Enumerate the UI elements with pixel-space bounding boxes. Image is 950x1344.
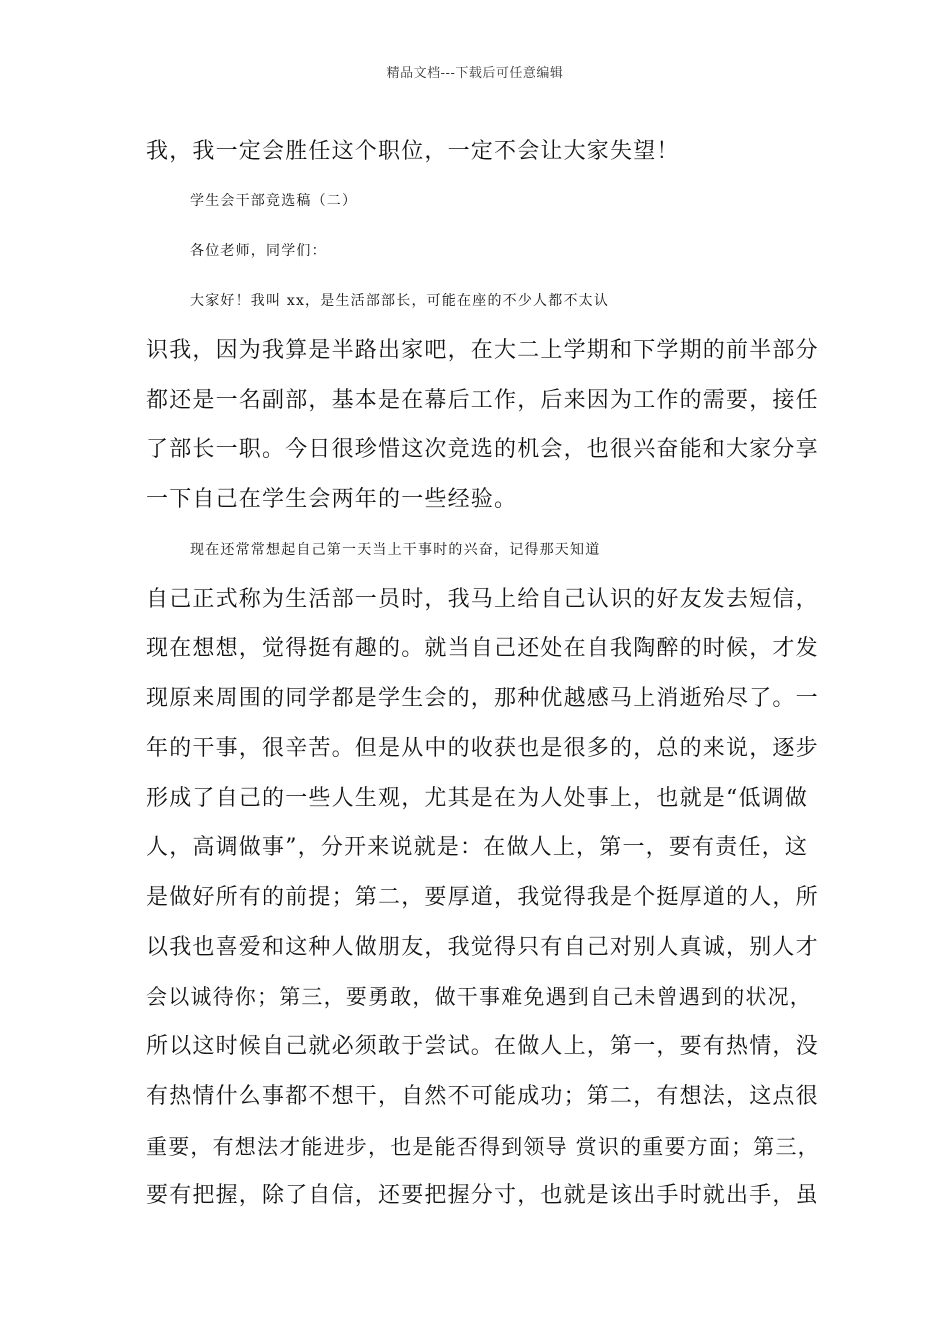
text-line: 形成了自己的一些人生观，尤其是在为人处事上，也就是“低调做 xyxy=(146,786,809,811)
text-line: 是做好所有的前提；第二，要厚道，我觉得我是个挺厚道的人，所 xyxy=(146,885,819,910)
text-line: 现在想想，觉得挺有趣的。就当自己还处在自我陶醉的时候，才发 xyxy=(146,636,819,661)
text-line: 所以这时候自己就必须敢于尝试。在做人上，第一，要有热情，没 xyxy=(146,1034,819,1059)
text-line: 有热情什么事都不想干，自然不可能成功；第二，有想法，这点很 xyxy=(146,1084,819,1109)
text-line: 大家好！我叫 xx，是生活部部长，可能在座的不少人都不太认 xyxy=(190,293,610,309)
salutation: 各位老师，同学们： xyxy=(190,243,327,259)
text-line: 年的干事，很辛苦。但是从中的收获也是很多的，总的来说，逐步 xyxy=(146,736,819,761)
page-header: 精品文档---下载后可任意编辑 xyxy=(386,66,564,81)
text-line: 我，我一定会胜任这个职位，一定不会让大家失望！ xyxy=(146,139,680,164)
text-line: 以我也喜爱和这种人做朋友，我觉得只有自己对别人真诚，别人才 xyxy=(146,935,819,960)
text-line: 重要，有想法才能进步，也是能否得到领导 赏识的重要方面；第三， xyxy=(146,1135,820,1159)
text-line: 了部长一职。今日很珍惜这次竞选的机会，也很兴奋能和大家分享 xyxy=(146,437,819,462)
text-line: 人，高调做事”，分开来说就是：在做人上，第一，要有责任，这 xyxy=(146,835,809,860)
text-line: 都还是一名副部，基本是在幕后工作，后来因为工作的需要，接任 xyxy=(146,388,819,413)
text-line: 识我，因为我算是半路出家吧，在大二上学期和下学期的前半部分 xyxy=(146,338,819,363)
text-line: 现原来周围的同学都是学生会的，那种优越感马上消逝殆尽了。一 xyxy=(146,686,819,711)
text-line: 会以诚待你；第三，要勇敢，做干事难免遇到自己未曾遇到的状况， xyxy=(146,985,812,1009)
section-title: 学生会干部竞选稿（二） xyxy=(190,193,358,209)
text-line: 一下自己在学生会两年的一些经验。 xyxy=(146,487,518,512)
text-line: 要有把握，除了自信，还要把握分寸，也就是该出手时就出手，虽 xyxy=(146,1183,819,1208)
text-line: 自己正式称为生活部一员时，我马上给自己认识的好友发去短信， xyxy=(146,587,819,612)
text-line: 现在还常常想起自己第一天当上干事时的兴奋，记得那天知道 xyxy=(190,542,601,558)
